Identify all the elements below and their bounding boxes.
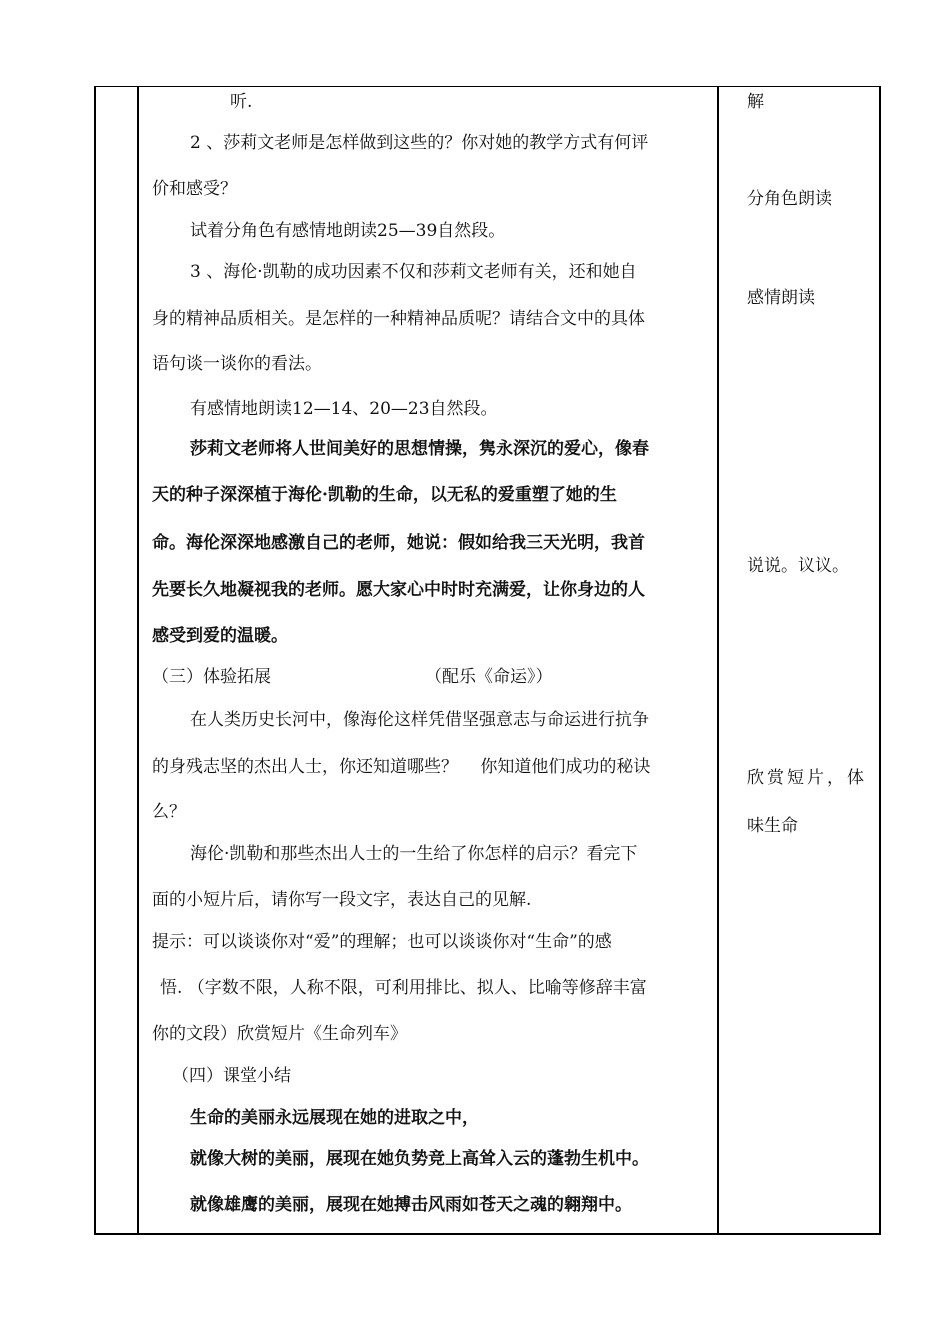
section-heading-3: （三）体验拓展 (152, 667, 271, 687)
text-line: 语句谈一谈你的看法。 (152, 354, 322, 374)
note-text: 感情朗读 (747, 288, 815, 308)
text-line: 身的精神品质相关。是怎样的一种精神品质呢？请结合文中的具体 (152, 309, 645, 329)
text-line: 价和感受？ (152, 179, 237, 199)
table-border-top (94, 86, 881, 87)
text-line: 面的小短片后，请你写一段文字，表达自己的见解. (152, 890, 532, 910)
text-line: 的身残志坚的杰出人士，你还知道哪些？ 你知道他们成功的秘诀 (152, 757, 651, 777)
note-text: 说说。议议。 (747, 556, 849, 576)
bold-summary-line: 命。海伦深深地感激自己的老师，她说：假如给我三天光明，我首 (152, 533, 645, 553)
note-text: 味生命 (747, 816, 798, 836)
conclusion-line: 就像雄鹰的美丽，展现在她搏击风雨如苍天之魂的翱翔中。 (190, 1195, 632, 1215)
table-divider-2 (717, 86, 719, 1235)
hint-line: 提示：可以谈谈你对“爱”的理解；也可以谈谈你对“生命”的感 (152, 932, 612, 952)
note-text: 欣赏短片，体 (747, 768, 867, 788)
read-instruction: 有感情地朗读12—14、20—23自然段。 (190, 399, 498, 419)
bold-summary-line: 天的种子深深植于海伦·凯勒的生命，以无私的爱重塑了她的生 (152, 485, 617, 505)
text-line: 么？ (152, 802, 186, 822)
text-line: 在人类历史长河中，像海伦这样凭借坚强意志与命运进行抗争 (190, 710, 649, 730)
note-text: 解 (747, 92, 764, 112)
note-text: 分角色朗读 (747, 189, 832, 209)
hint-line: 你的文段）欣赏短片《生命列车》 (152, 1024, 407, 1044)
question-3: 3 、海伦·凯勒的成功因素不仅和莎莉文老师有关，还和她自 (190, 262, 637, 282)
music-note: （配乐《命运》） (425, 667, 553, 687)
question-2: 2 、莎莉文老师是怎样做到这些的？你对她的教学方式有何评 (190, 133, 649, 153)
text-line: 海伦·凯勒和那些杰出人士的一生给了你怎样的启示？看完下 (190, 844, 638, 864)
bold-summary-line: 莎莉文老师将人世间美好的思想情操，隽永深沉的爱心，像春 (190, 439, 649, 459)
table-border-right (879, 86, 881, 1235)
read-instruction: 试着分角色有感情地朗读25—39自然段。 (190, 221, 506, 241)
table-divider-1 (137, 86, 139, 1235)
text-line: 听. (230, 92, 253, 112)
table-border-bottom (94, 1233, 881, 1235)
table-border-left (94, 86, 96, 1235)
hint-line: 悟. （字数不限，人称不限，可利用排比、拟人、比喻等修辞丰富 (160, 978, 647, 998)
conclusion-line: 就像大树的美丽，展现在她负势竞上高耸入云的蓬勃生机中。 (190, 1149, 649, 1169)
bold-summary-line: 先要长久地凝视我的老师。愿大家心中时时充满爱，让你身边的人 (152, 580, 645, 600)
conclusion-line: 生命的美丽永远展现在她的进取之中， (190, 1108, 479, 1128)
section-heading-4: （四）课堂小结 (172, 1066, 291, 1086)
bold-summary-line: 感受到爱的温暖。 (152, 626, 288, 646)
